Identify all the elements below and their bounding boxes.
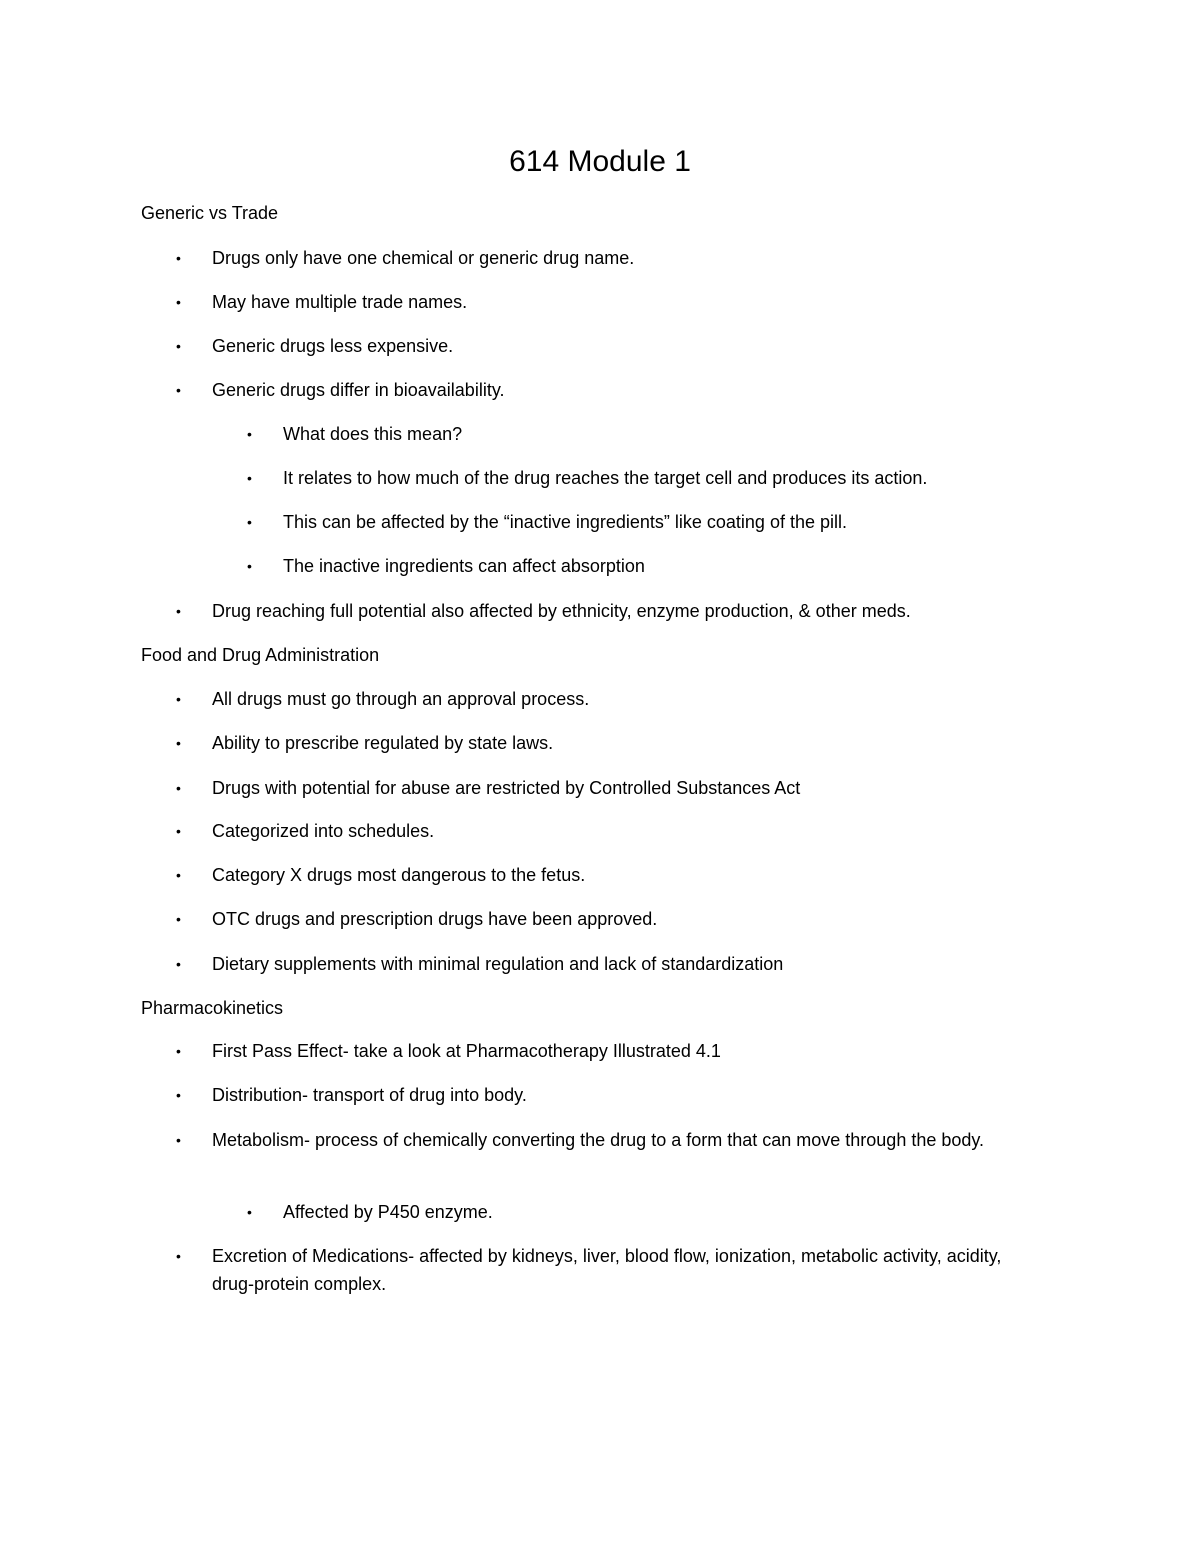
bullet-icon: •	[176, 294, 181, 310]
list-item	[176, 332, 1042, 360]
list-item-text: Ability to prescribe regulated by state laws.	[212, 733, 554, 753]
list-item	[176, 597, 1042, 625]
list-item	[176, 244, 1042, 272]
bullet-icon: •	[247, 426, 252, 442]
bullet-icon: •	[176, 603, 181, 619]
bullet-icon: •	[247, 558, 252, 574]
section-heading-generic-vs-trade: Generic vs Trade	[141, 203, 279, 223]
bullet-icon: •	[176, 956, 181, 972]
bullet-icon: •	[247, 514, 252, 530]
list-item	[176, 1126, 1042, 1154]
bullet-icon: •	[176, 823, 181, 839]
list-item-text: Affected by P450 enzyme.	[283, 1202, 493, 1222]
list-item	[176, 376, 1042, 404]
list-item-text: First Pass Effect- take a look at Pharmacotherapy Illustrated 4.1	[212, 1041, 721, 1061]
list-item-text: Drugs with potential for abuse are restricted by Controlled Substances Act	[212, 778, 801, 798]
list-item-text: Generic drugs less expensive.	[212, 336, 454, 356]
sub-list-item	[247, 1198, 1043, 1226]
bullet-icon: •	[247, 1204, 252, 1220]
list-item	[176, 1081, 1042, 1109]
bullet-icon: •	[176, 911, 181, 927]
list-item-text: Metabolism- process of chemically converting the drug to a form that can move through the body.	[212, 1130, 985, 1150]
bullet-icon: •	[247, 470, 252, 486]
list-item	[176, 685, 1042, 713]
bullet-icon: •	[176, 735, 181, 751]
list-item-text: May have multiple trade names.	[212, 292, 468, 312]
list-item-text: Categorized into schedules.	[212, 821, 435, 841]
sub-list-item	[247, 508, 1043, 536]
sub-list-item	[247, 420, 1043, 448]
page-title: 614 Module 1	[509, 145, 691, 178]
list-item-text: Drug reaching full potential also affected by ethnicity, enzyme production, & other meds.	[212, 601, 911, 621]
list-item-text: The inactive ingredients can affect absorption	[283, 556, 645, 576]
list-item	[176, 729, 1042, 757]
bullet-icon: •	[176, 780, 181, 796]
bullet-icon: •	[176, 1248, 181, 1264]
list-item-text: What does this mean?	[283, 424, 463, 444]
sub-list-item	[247, 464, 1043, 492]
bullet-icon: •	[176, 1043, 181, 1059]
list-item-text: Category X drugs most dangerous to the fetus.	[212, 865, 586, 885]
list-item-text: Drugs only have one chemical or generic drug name.	[212, 248, 635, 268]
list-item	[176, 1037, 1042, 1065]
list-item	[176, 905, 1042, 933]
list-item-text: Dietary supplements with minimal regulation and lack of standardization	[212, 954, 784, 974]
list-item	[176, 774, 1042, 802]
section-heading-fda: Food and Drug Administration	[141, 645, 380, 665]
list-item	[176, 861, 1042, 889]
section-heading-pharmacokinetics: Pharmacokinetics	[141, 998, 284, 1018]
list-item-text: This can be affected by the “inactive ingredients” like coating of the pill.	[283, 512, 847, 532]
bullet-icon: •	[176, 250, 181, 266]
bullet-icon: •	[176, 1132, 181, 1148]
list-item	[176, 950, 1042, 978]
bullet-icon: •	[176, 382, 181, 398]
list-item-text: Distribution- transport of drug into body.	[212, 1085, 527, 1105]
list-item-text: Generic drugs differ in bioavailability.	[212, 380, 505, 400]
list-item-text: All drugs must go through an approval process.	[212, 689, 590, 709]
bullet-icon: •	[176, 691, 181, 707]
list-item	[176, 1242, 1042, 1298]
list-item-text: OTC drugs and prescription drugs have been approved.	[212, 909, 658, 929]
list-item	[176, 288, 1042, 316]
bullet-icon: •	[176, 1087, 181, 1103]
bullet-icon: •	[176, 338, 181, 354]
list-item-text: It relates to how much of the drug reaches the target cell and produces its action.	[283, 468, 928, 488]
bullet-icon: •	[176, 867, 181, 883]
list-item-text: Excretion of Medications- affected by kidneys, liver, blood flow, ionization, metabolic activity, acidity, drug-protein complex.	[212, 1246, 1002, 1294]
list-item	[176, 817, 1042, 845]
sub-list-item	[247, 552, 1043, 580]
